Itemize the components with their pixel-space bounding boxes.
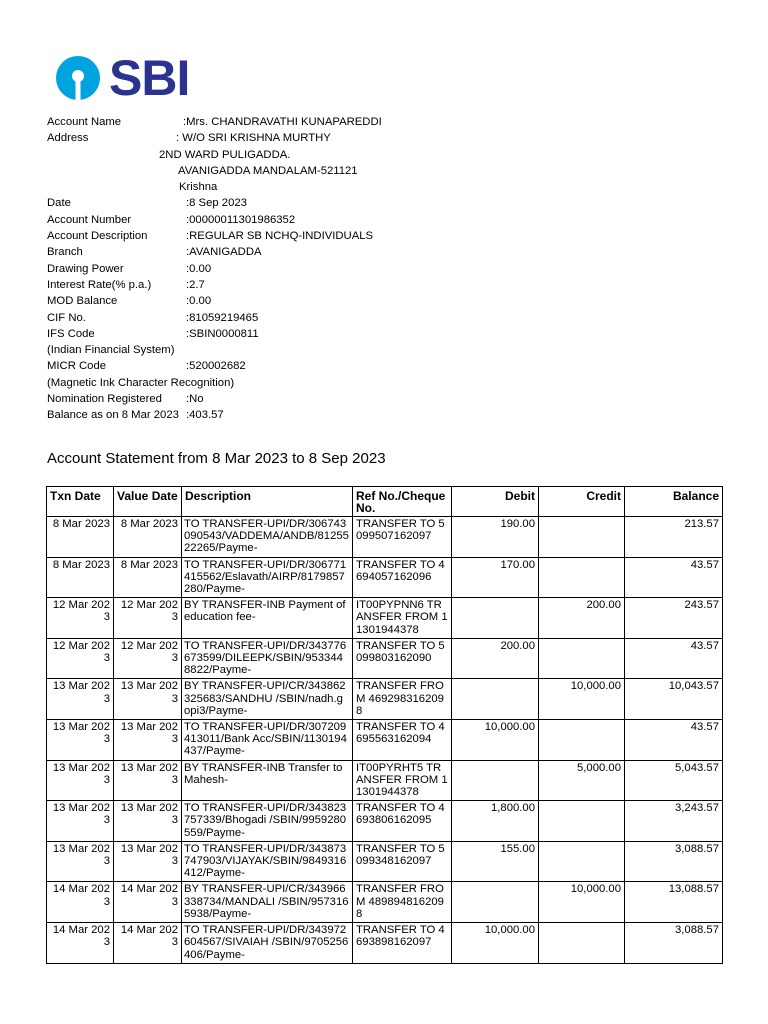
value-date-cell: 13 Mar 2023	[114, 679, 182, 720]
description-cell: BY TRANSFER-UPI/CR/343862325683/SANDHU /SBIN/nadh.gopi3/Payme-	[182, 679, 353, 720]
debit-cell: 155.00	[452, 841, 539, 882]
value-date-cell: 13 Mar 2023	[114, 841, 182, 882]
header-balance: Balance	[625, 487, 723, 517]
field-value: :SBIN0000811	[186, 327, 259, 340]
table-row	[47, 557, 723, 598]
ref-no-cell: TRANSFER FROM 4692983162098	[353, 679, 452, 720]
debit-cell	[452, 882, 539, 923]
field-value: :00000011301986352	[186, 213, 296, 226]
description-cell: TO TRANSFER-UPI/DR/343823757339/Bhogadi /SBIN/9959280559/Payme-	[182, 801, 353, 842]
credit-cell: 10,000.00	[539, 679, 625, 720]
header-value-date: Value Date	[114, 487, 182, 517]
description-cell: TO TRANSFER-UPI/DR/306743090543/VADDEMA/ANDB/8125522265/Payme-	[182, 517, 353, 558]
field-value: :81059219465	[186, 311, 259, 324]
table-row	[47, 882, 723, 923]
txn-date-cell: 13 Mar 2023	[47, 679, 114, 720]
ref-no-cell: TRANSFER TO 4693806162095	[353, 801, 452, 842]
description-cell: TO TRANSFER-UPI/DR/306771415562/Eslavath/AIRP/8179857280/Payme-	[182, 557, 353, 598]
micr-value: :520002682	[186, 360, 246, 373]
field-value: :0.00	[186, 295, 212, 308]
balance-cell: 43.57	[625, 638, 723, 679]
header-txn-date: Txn Date	[47, 487, 114, 517]
debit-cell: 190.00	[452, 517, 539, 558]
field-label: Account Description	[47, 230, 148, 243]
credit-cell	[539, 557, 625, 598]
field-label: CIF No.	[47, 311, 86, 324]
debit-cell	[452, 598, 539, 639]
txn-date-cell: 14 Mar 2023	[47, 923, 114, 964]
credit-cell: 200.00	[539, 598, 625, 639]
debit-cell	[452, 760, 539, 801]
balance-cell: 13,088.57	[625, 882, 723, 923]
field-label: IFS Code	[47, 327, 95, 340]
balance-cell: 3,088.57	[625, 923, 723, 964]
field-value: :2.7	[186, 278, 205, 291]
balance-value: :403.57	[186, 409, 224, 422]
ref-no-cell: TRANSFER TO 5099803162090	[353, 638, 452, 679]
ref-no-cell: IT00PYPNN6 TRANSFER FROM 11301944378	[353, 598, 452, 639]
field-label: Branch	[47, 246, 83, 259]
credit-cell	[539, 720, 625, 761]
field-value: :AVANIGADDA	[186, 246, 262, 259]
debit-cell	[452, 679, 539, 720]
field-label: Date	[47, 197, 71, 210]
table-body	[47, 517, 723, 964]
value-date-cell: 13 Mar 2023	[114, 720, 182, 761]
nomination-label: Nomination Registered	[47, 393, 162, 406]
table-row	[47, 801, 723, 842]
txn-date-cell: 13 Mar 2023	[47, 841, 114, 882]
debit-cell: 200.00	[452, 638, 539, 679]
txn-date-cell: 8 Mar 2023	[47, 557, 114, 598]
field-label: Drawing Power	[47, 262, 124, 275]
account-name-label: Account Name	[47, 116, 122, 128]
header-description: Description	[182, 487, 353, 517]
address-label: Address	[47, 132, 89, 145]
table-row	[47, 841, 723, 882]
field-value: :8 Sep 2023	[186, 197, 247, 210]
sbi-logo	[55, 50, 190, 106]
balance-cell: 213.57	[625, 517, 723, 558]
value-date-cell: 14 Mar 2023	[114, 882, 182, 923]
ref-no-cell: TRANSFER TO 4694057162096	[353, 557, 452, 598]
credit-cell	[539, 517, 625, 558]
micr-label: MICR Code	[47, 360, 107, 373]
debit-cell: 10,000.00	[452, 720, 539, 761]
nomination-value: :No	[186, 393, 204, 406]
table-row	[47, 923, 723, 964]
value-date-cell: 12 Mar 2023	[114, 638, 182, 679]
debit-cell: 170.00	[452, 557, 539, 598]
table-row	[47, 760, 723, 801]
txn-date-cell: 8 Mar 2023	[47, 517, 114, 558]
balance-cell: 243.57	[625, 598, 723, 639]
balance-cell: 3,243.57	[625, 801, 723, 842]
value-date-cell: 8 Mar 2023	[114, 557, 182, 598]
description-cell: TO TRANSFER-UPI/DR/307209413011/Bank Acc/SBIN/1130194437/Payme-	[182, 720, 353, 761]
ref-no-cell: IT00PYRHT5 TRANSFER FROM 11301944378	[353, 760, 452, 801]
table-row	[47, 517, 723, 558]
balance-cell: 3,088.57	[625, 841, 723, 882]
field-value: :REGULAR SB NCHQ-INDIVIDUALS	[186, 230, 374, 243]
ref-no-cell: TRANSFER TO 4695563162094	[353, 720, 452, 761]
credit-cell	[539, 841, 625, 882]
debit-cell: 1,800.00	[452, 801, 539, 842]
txn-date-cell: 13 Mar 2023	[47, 760, 114, 801]
value-date-cell: 13 Mar 2023	[114, 801, 182, 842]
balance-cell: 43.57	[625, 720, 723, 761]
brand-name: SBI	[109, 50, 190, 106]
balance-label: Balance as on 8 Mar 2023	[47, 409, 179, 422]
credit-cell	[539, 638, 625, 679]
value-date-cell: 14 Mar 2023	[114, 923, 182, 964]
description-cell: TO TRANSFER-UPI/DR/343873747903/VIJAYAK/SBIN/9849316412/Payme-	[182, 841, 353, 882]
table-row	[47, 679, 723, 720]
txn-date-cell: 13 Mar 2023	[47, 801, 114, 842]
ref-no-cell: TRANSFER TO 5099348162097	[353, 841, 452, 882]
debit-cell: 10,000.00	[452, 923, 539, 964]
address-line: 2ND WARD PULIGADDA.	[159, 148, 291, 161]
field-label: Account Number	[47, 213, 132, 226]
ifs-note: (Indian Financial System)	[47, 344, 175, 357]
txn-date-cell: 12 Mar 2023	[47, 598, 114, 639]
txn-date-cell: 14 Mar 2023	[47, 882, 114, 923]
micr-note: (Magnetic Ink Character Recognition)	[47, 376, 235, 389]
field-label: MOD Balance	[47, 295, 118, 308]
credit-cell	[539, 923, 625, 964]
description-cell: BY TRANSFER-INB Payment of education fee-	[182, 598, 353, 639]
credit-cell	[539, 801, 625, 842]
table-row	[47, 720, 723, 761]
header-credit: Credit	[539, 487, 625, 517]
table-row	[47, 638, 723, 679]
header-debit: Debit	[452, 487, 539, 517]
account-name-value: :Mrs. CHANDRAVATHI KUNAPAREDDI	[183, 116, 382, 128]
value-date-cell: 8 Mar 2023	[114, 517, 182, 558]
credit-cell: 5,000.00	[539, 760, 625, 801]
credit-cell: 10,000.00	[539, 882, 625, 923]
address-line: AVANIGADDA MANDALAM-521121	[178, 164, 358, 177]
balance-cell: 43.57	[625, 557, 723, 598]
field-label: Interest Rate(% p.a.)	[47, 278, 152, 291]
description-cell: BY TRANSFER-INB Transfer to Mahesh-	[182, 760, 353, 801]
field-value: :0.00	[186, 262, 212, 275]
value-date-cell: 12 Mar 2023	[114, 598, 182, 639]
balance-cell: 5,043.57	[625, 760, 723, 801]
header-ref-no: Ref No./Cheque No.	[353, 487, 452, 517]
statement-title: Account Statement from 8 Mar 2023 to 8 Sep 2023	[47, 450, 386, 467]
ref-no-cell: TRANSFER TO 5099507162097	[353, 517, 452, 558]
address-line: Krishna	[179, 181, 218, 194]
ref-no-cell: TRANSFER FROM 4898948162098	[353, 882, 452, 923]
txn-date-cell: 12 Mar 2023	[47, 638, 114, 679]
transactions-table	[46, 486, 723, 964]
description-cell: TO TRANSFER-UPI/DR/343776673599/DILEEPK/SBIN/9533448822/Payme-	[182, 638, 353, 679]
description-cell: TO TRANSFER-UPI/DR/343972604567/SIVAIAH /SBIN/9705256406/Payme-	[182, 923, 353, 964]
description-cell: BY TRANSFER-UPI/CR/343966338734/MANDALI /SBIN/9573165938/Payme-	[182, 882, 353, 923]
table-header-row	[47, 487, 723, 517]
sbi-keyhole-icon	[55, 55, 101, 101]
table-row	[47, 598, 723, 639]
ref-no-cell: TRANSFER TO 4693898162097	[353, 923, 452, 964]
address-line: : W/O SRI KRISHNA MURTHY	[176, 132, 331, 145]
value-date-cell: 13 Mar 2023	[114, 760, 182, 801]
txn-date-cell: 13 Mar 2023	[47, 720, 114, 761]
balance-cell: 10,043.57	[625, 679, 723, 720]
